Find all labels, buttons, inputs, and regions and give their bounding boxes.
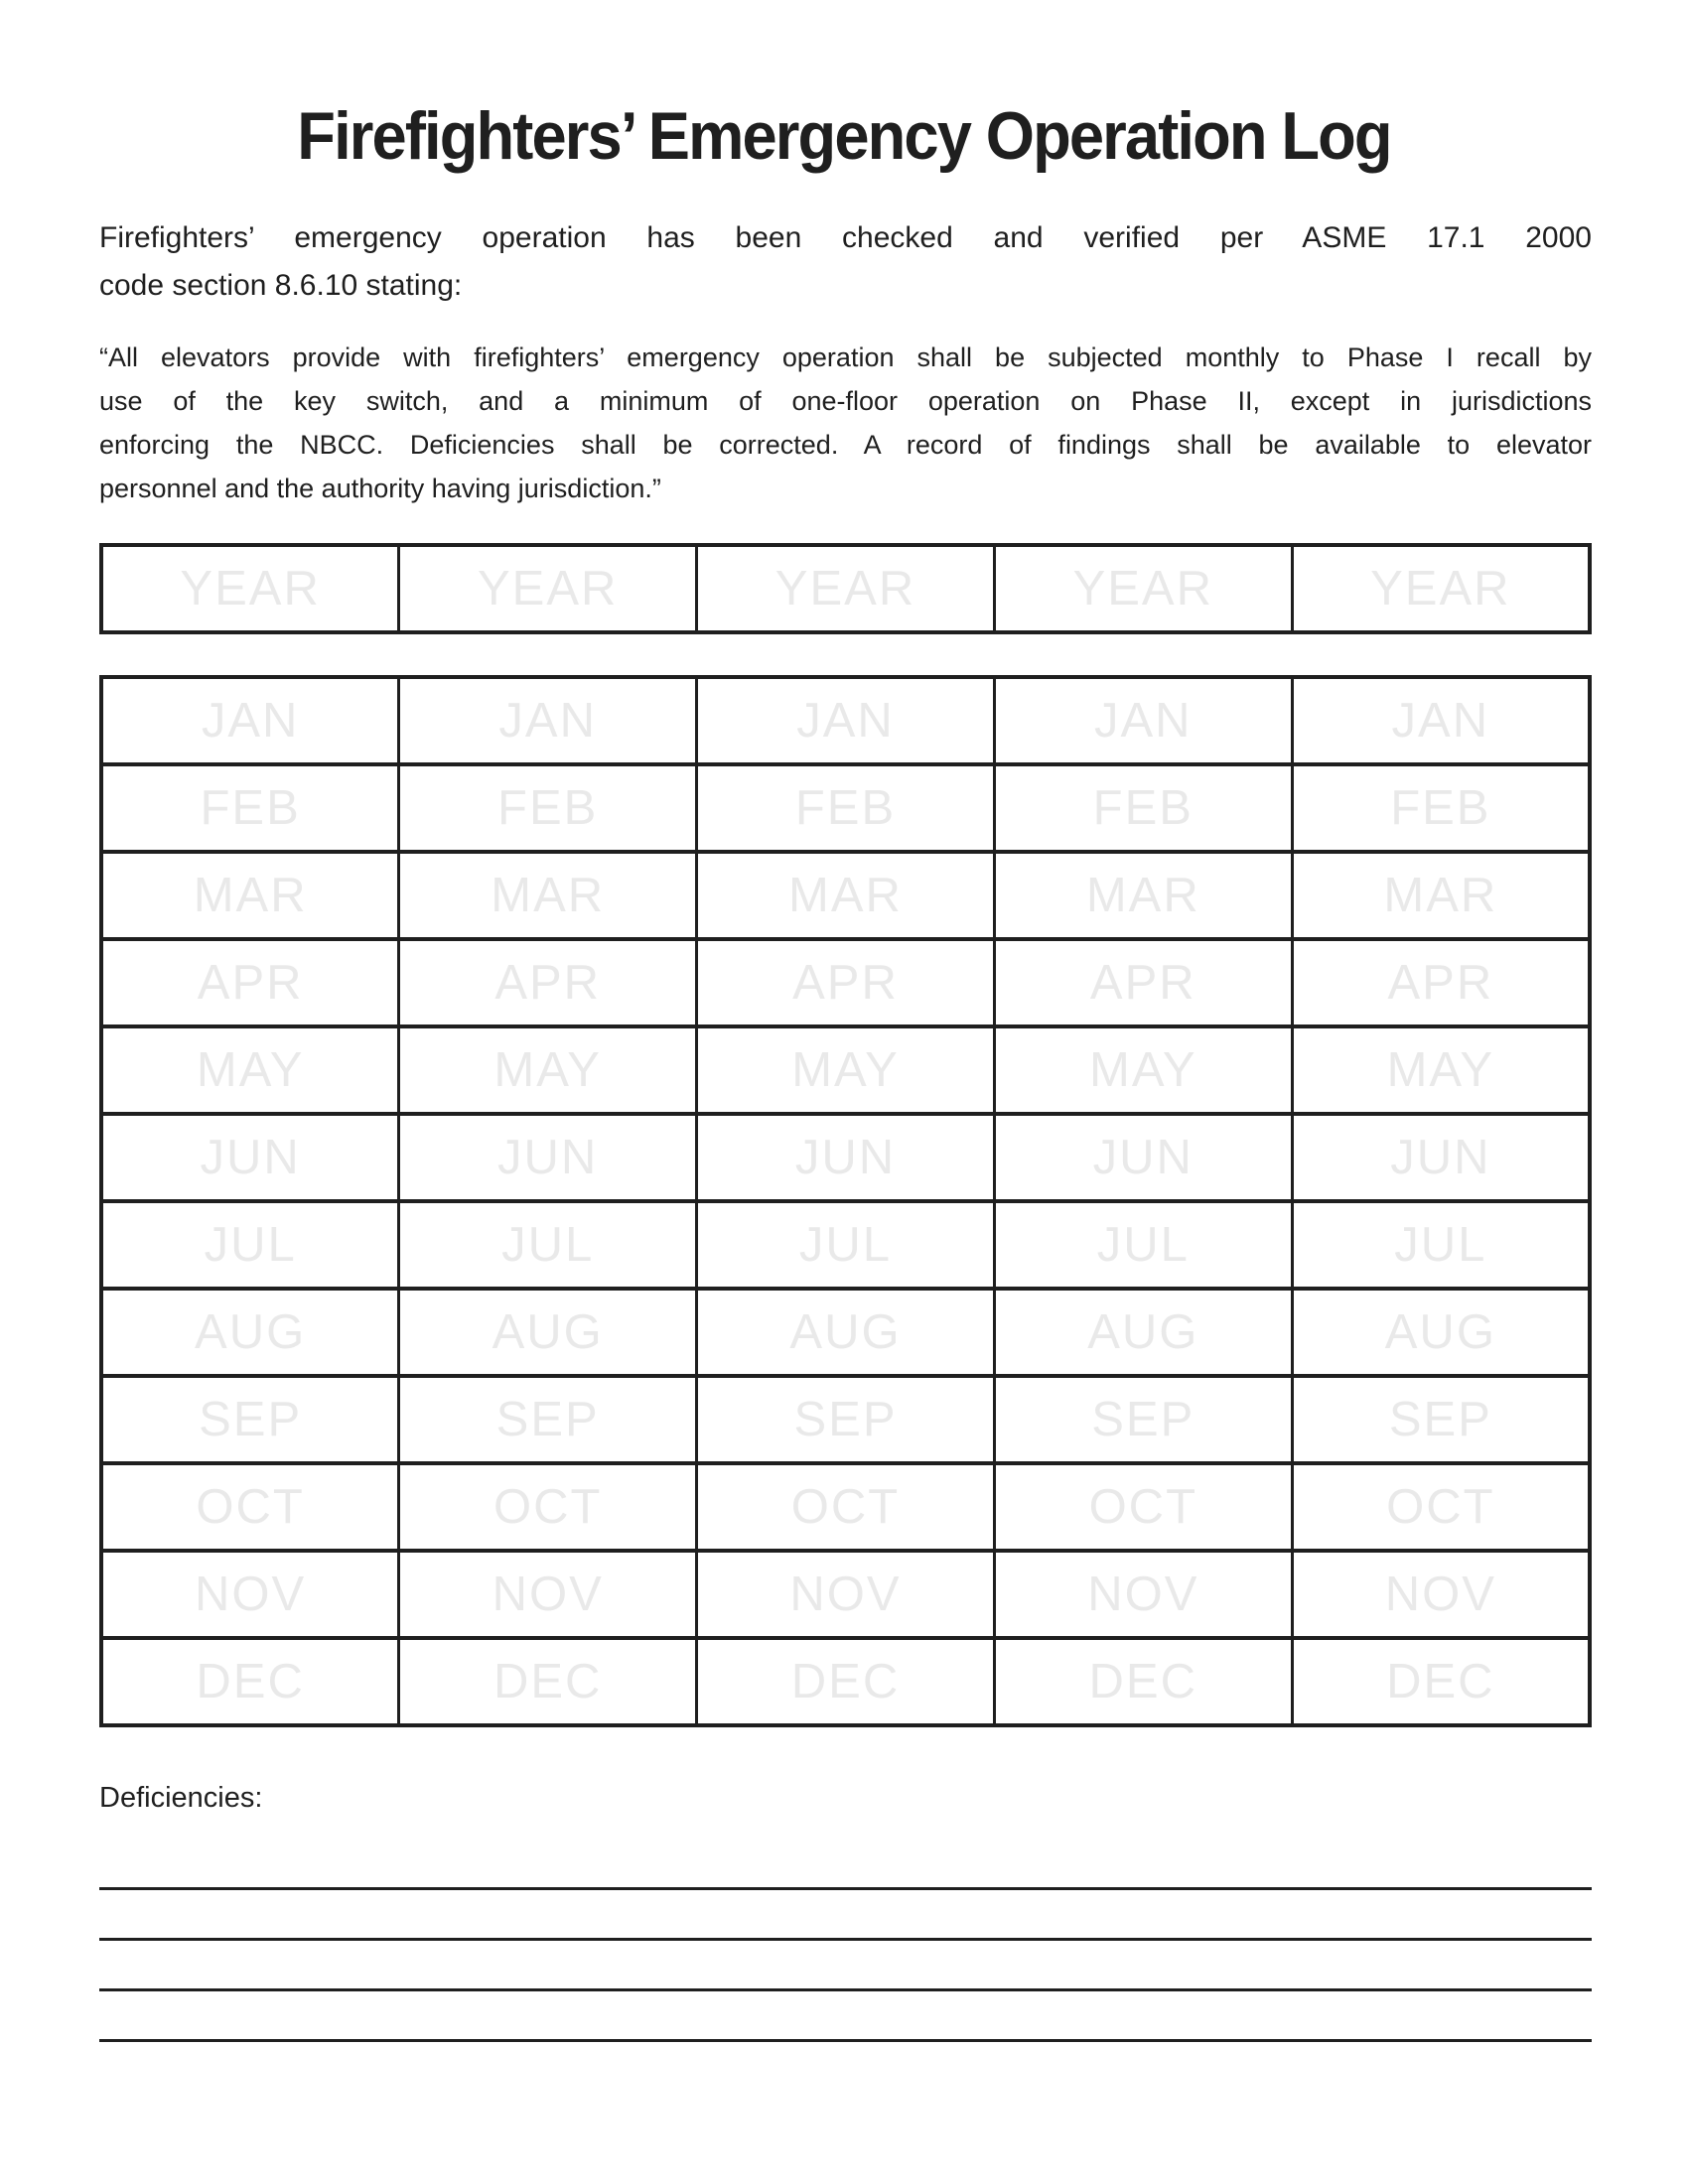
month-cell[interactable]: AUG: [399, 1289, 697, 1376]
month-row: [101, 1376, 1590, 1463]
intro-paragraph: [99, 214, 1592, 310]
month-cell[interactable]: SEP: [101, 1376, 399, 1463]
month-cell[interactable]: NOV: [697, 1551, 995, 1638]
month-cell[interactable]: NOV: [1292, 1551, 1590, 1638]
month-cell[interactable]: MAY: [697, 1026, 995, 1114]
month-cell[interactable]: OCT: [399, 1463, 697, 1551]
month-cell[interactable]: APR: [1292, 939, 1590, 1026]
month-cell[interactable]: JAN: [1292, 677, 1590, 764]
month-cell[interactable]: APR: [994, 939, 1292, 1026]
month-cell[interactable]: DEC: [399, 1638, 697, 1725]
month-cell[interactable]: OCT: [697, 1463, 995, 1551]
month-cell[interactable]: NOV: [399, 1551, 697, 1638]
month-cell[interactable]: MAY: [101, 1026, 399, 1114]
month-cell[interactable]: JUL: [101, 1201, 399, 1289]
month-cell[interactable]: NOV: [101, 1551, 399, 1638]
month-cell[interactable]: APR: [399, 939, 697, 1026]
deficiency-writing-line[interactable]: [99, 1988, 1592, 1991]
month-cell[interactable]: MAR: [399, 852, 697, 939]
month-row: [101, 1551, 1590, 1638]
month-cell[interactable]: FEB: [399, 764, 697, 852]
year-cell[interactable]: YEAR: [399, 545, 697, 632]
month-row: [101, 1114, 1590, 1201]
month-cell[interactable]: APR: [697, 939, 995, 1026]
quote-line: use of the key switch, and a minimum of one-floor operation on Phase II, except in jurisdictions: [99, 386, 1592, 416]
month-cell[interactable]: AUG: [994, 1289, 1292, 1376]
month-row: [101, 939, 1590, 1026]
deficiencies-label: Deficiencies:: [99, 1782, 263, 1814]
month-row: [101, 1463, 1590, 1551]
month-cell[interactable]: MAR: [994, 852, 1292, 939]
month-cell[interactable]: FEB: [101, 764, 399, 852]
quote-line: “All elevators provide with firefighters’ emergency operation shall be subjected monthly to Phase I recall by: [99, 342, 1592, 372]
month-table-body: [101, 677, 1590, 1725]
deficiency-writing-line[interactable]: [99, 2039, 1592, 2042]
month-cell[interactable]: DEC: [1292, 1638, 1590, 1725]
month-cell[interactable]: NOV: [994, 1551, 1292, 1638]
year-cell[interactable]: YEAR: [697, 545, 995, 632]
month-cell[interactable]: JUN: [1292, 1114, 1590, 1201]
quote-line: personnel and the authority having jurisdiction.”: [99, 474, 661, 503]
month-cell[interactable]: FEB: [994, 764, 1292, 852]
month-cell[interactable]: MAR: [1292, 852, 1590, 939]
month-cell[interactable]: APR: [101, 939, 399, 1026]
month-cell[interactable]: JUL: [697, 1201, 995, 1289]
month-cell[interactable]: SEP: [399, 1376, 697, 1463]
month-row: [101, 1026, 1590, 1114]
year-cell[interactable]: YEAR: [994, 545, 1292, 632]
month-row: [101, 1289, 1590, 1376]
page-title: Firefighters’ Emergency Operation Log: [297, 98, 1391, 174]
month-cell[interactable]: JAN: [697, 677, 995, 764]
deficiency-lines: [99, 1887, 1592, 2090]
month-cell[interactable]: MAY: [1292, 1026, 1590, 1114]
month-cell[interactable]: FEB: [1292, 764, 1590, 852]
month-row: [101, 1201, 1590, 1289]
month-cell[interactable]: JUN: [994, 1114, 1292, 1201]
month-cell[interactable]: MAR: [697, 852, 995, 939]
month-cell[interactable]: JUL: [994, 1201, 1292, 1289]
month-cell[interactable]: DEC: [101, 1638, 399, 1725]
code-quote-paragraph: [99, 336, 1592, 510]
intro-line: Firefighters’ emergency operation has been checked and verified per ASME 17.1 2000: [99, 221, 1592, 254]
month-cell[interactable]: DEC: [697, 1638, 995, 1725]
deficiency-writing-line[interactable]: [99, 1887, 1592, 1890]
year-cell[interactable]: YEAR: [101, 545, 399, 632]
month-cell[interactable]: JUN: [697, 1114, 995, 1201]
month-row: [101, 764, 1590, 852]
month-cell[interactable]: JUN: [101, 1114, 399, 1201]
month-cell[interactable]: AUG: [101, 1289, 399, 1376]
month-row: [101, 1638, 1590, 1725]
month-cell[interactable]: JUL: [399, 1201, 697, 1289]
intro-line: code section 8.6.10 stating:: [99, 269, 463, 302]
month-cell[interactable]: MAR: [101, 852, 399, 939]
year-table: [99, 543, 1592, 634]
deficiency-writing-line[interactable]: [99, 1938, 1592, 1941]
month-cell[interactable]: SEP: [1292, 1376, 1590, 1463]
month-table: [99, 675, 1592, 1727]
year-table-row: [101, 545, 1590, 632]
month-cell[interactable]: FEB: [697, 764, 995, 852]
month-cell[interactable]: OCT: [994, 1463, 1292, 1551]
month-cell[interactable]: JUL: [1292, 1201, 1590, 1289]
month-cell[interactable]: OCT: [101, 1463, 399, 1551]
month-cell[interactable]: DEC: [994, 1638, 1292, 1725]
month-cell[interactable]: AUG: [1292, 1289, 1590, 1376]
month-row: [101, 677, 1590, 764]
month-cell[interactable]: SEP: [994, 1376, 1292, 1463]
month-cell[interactable]: MAY: [994, 1026, 1292, 1114]
month-row: [101, 852, 1590, 939]
quote-line: enforcing the NBCC. Deficiencies shall be corrected. A record of findings shall be available to elevator: [99, 430, 1592, 460]
month-cell[interactable]: JAN: [101, 677, 399, 764]
month-cell[interactable]: MAY: [399, 1026, 697, 1114]
month-cell[interactable]: OCT: [1292, 1463, 1590, 1551]
month-cell[interactable]: JAN: [994, 677, 1292, 764]
year-cell[interactable]: YEAR: [1292, 545, 1590, 632]
month-cell[interactable]: JUN: [399, 1114, 697, 1201]
month-cell[interactable]: SEP: [697, 1376, 995, 1463]
month-cell[interactable]: JAN: [399, 677, 697, 764]
month-cell[interactable]: AUG: [697, 1289, 995, 1376]
